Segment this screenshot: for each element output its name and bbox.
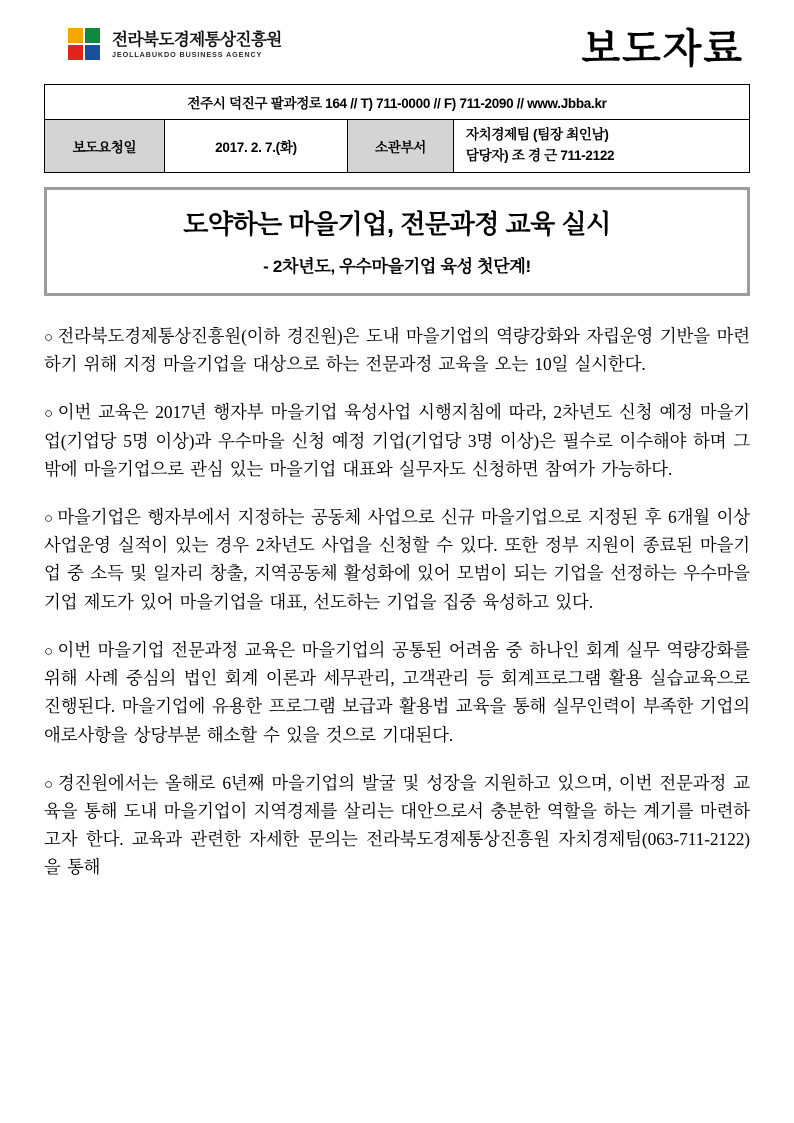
paragraph-text: 전라북도경제통상진흥원(이하 경진원)은 도내 마을기업의 역량강화와 자립운영 기반을 마련하기 위해 지정 마을기업을 대상으로 하는 전문과정 교육을 오는 10일 실시한다. <box>44 325 750 375</box>
info-table <box>44 84 750 173</box>
paragraph-text: 경진원에서는 올해로 6년째 마을기업의 발굴 및 성장을 지원하고 있으며, 이번 전문과정 교육을 통해 도내 마을기업이 지역경제를 살리는 대안으로서 충분한 역할을 하는 계기를 마련하고자 한다. 교육과 관련한 자세한 문의는 전라북도경제통상진흥원 자치경제팀(063-711-2122)을 통해 <box>44 772 750 878</box>
table-row <box>45 85 750 120</box>
paragraph <box>44 769 750 882</box>
table-row <box>45 120 750 173</box>
document-header <box>44 14 750 76</box>
agency-brand <box>68 28 282 62</box>
paragraph-text: 마을기업은 행자부에서 지정하는 공동체 사업으로 신규 마을기업으로 지정된 후 6개월 이상 사업운영 실적이 있는 경우 2차년도 사업을 신청할 수 있다. 또한 정부 지원이 종료된 마을기업 중 소득 및 일자리 창출, 지역공동체 활성화에 있어 모범이 되는 기업을 선정하는 우수마을기업 제도가 있어 마을기업을 대표, 선도하는 기업을 집중 육성하고 있다. <box>44 507 751 612</box>
paragraph-text: 이번 교육은 2017년 행자부 마을기업 육성사업 시행지침에 따라, 2차년도 신청 예정 마을기업(기업당 5명 이상)과 우수마을 신청 예정 기업(기업당 3명 이상)은 필수로 이수해야 하며 그 밖에 마을기업으로 관심 있는 마을기업 대표와 실무자도 신청하면 참여가 가능하다. <box>44 402 751 479</box>
agency-name-block <box>112 32 282 59</box>
article-body <box>44 322 750 882</box>
headline-main: 도약하는 마을기업, 전문과정 교육 실시 <box>183 208 611 239</box>
headline-sub: - 2차년도, 우수마을기업 육성 첫단계! <box>263 256 531 276</box>
bullet-marker: ○ <box>44 510 54 527</box>
bullet-marker: ○ <box>44 642 54 660</box>
department-contact: 담당자) 조 경 근 711-2122 <box>465 147 615 163</box>
agency-name-english: JEOLLABUKDO BUSINESS AGENCY <box>112 49 263 59</box>
department-info <box>453 120 749 173</box>
paragraph <box>44 398 750 483</box>
paragraph <box>44 322 750 378</box>
bullet-marker: ○ <box>44 775 54 793</box>
department-label: 소관부서 <box>348 120 454 173</box>
agency-name-korean: 전라북도경제통상진흥원 <box>112 30 282 49</box>
paragraph-text: 이번 마을기업 전문과정 교육은 마을기업의 공통된 어려움 중 하나인 회계 실무 역량강화를 위해 사례 중심의 법인 회계 이론과 세무관리, 고객관리 등 회계프로그램 활용 실습교육으로 진행된다. 마을기업에 유용한 프로그램 보급과 활용법 교육을 통해 실무인력이 부족한 기업의 애로사항을 상당부분 해소할 수 있을 것으로 기대된다. <box>44 639 750 745</box>
headline-box <box>44 187 750 296</box>
request-date-value: 2017. 2. 7.(화) <box>164 120 347 173</box>
department-team: 자치경제팀 (팀장 최인남) <box>465 127 609 142</box>
four-square-logo-icon <box>68 28 102 62</box>
bullet-marker: ○ <box>44 405 54 423</box>
paragraph <box>44 503 750 616</box>
agency-address: 전주시 덕진구 팔과정로 164 // T) 711-0000 // F) 711-2090 // www.Jbba.kr <box>45 85 750 120</box>
page-title: 보도자료 <box>581 26 744 71</box>
paragraph <box>44 636 750 749</box>
bullet-marker: ○ <box>44 328 54 346</box>
request-date-label: 보도요청일 <box>45 120 165 173</box>
